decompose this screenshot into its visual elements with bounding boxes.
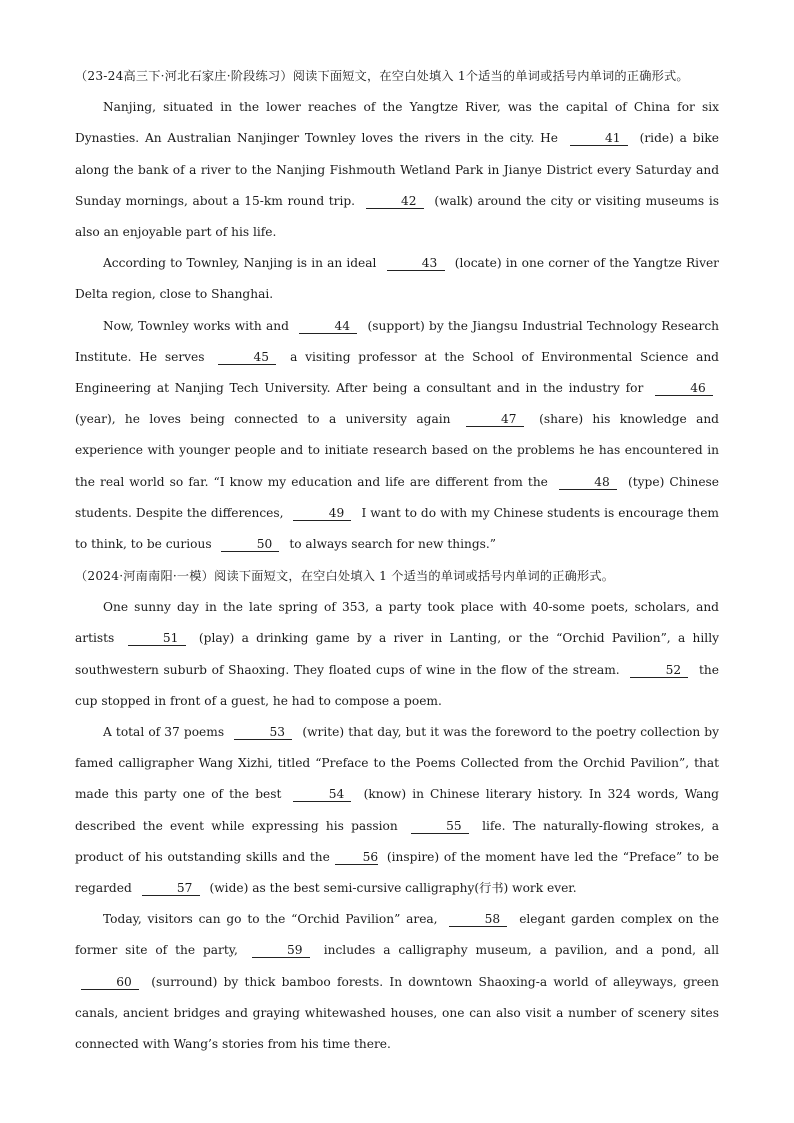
answer-blank-55: 55 <box>411 819 469 834</box>
paragraph-text: includes a calligraphy museum, a pavilion, and a pond, all <box>315 943 719 958</box>
paragraph-text: (play) a drinking game by a river in Lanting, or the “Orchid Pavilion”, a hilly southwestern suburb of Shaoxing. They floated cups of wine in the flow of the stream. <box>75 631 719 677</box>
passage-1 <box>75 61 719 560</box>
answer-blank-49: 49 <box>293 506 351 521</box>
answer-blank-59: 59 <box>252 943 310 958</box>
answer-blank-53: 53 <box>234 725 292 740</box>
paragraph-text: According to Townley, Nanjing is in an ideal <box>103 256 381 271</box>
answer-blank-43: 43 <box>387 256 445 271</box>
paragraph-text: to always search for new things.” <box>285 537 496 552</box>
paragraph <box>75 717 719 904</box>
paragraph-text: (walk) around the city or visiting museums is also an enjoyable part of his life. <box>75 193 719 240</box>
answer-blank-48: 48 <box>559 475 617 490</box>
passage-2-header: （2024·河南南阳·一模）阅读下面短文，在空白处填入 1 个适当的单词或括号内单词的正确形式。 <box>75 569 615 583</box>
paragraph <box>75 592 719 717</box>
paragraph-text: I want to do with my Chinese students is encourage them to think, to be curious <box>75 505 719 552</box>
paragraph <box>75 311 719 561</box>
paragraph-text: (share) his knowledge and experience with younger people and to initiate research based on the problems he has encountered in the real world so far. “I know my education and life are different from the <box>75 412 719 489</box>
paragraph-text: (wide) as the best semi-cursive calligraphy(行书) work ever. <box>205 881 577 896</box>
paragraph-text: (type) Chinese students. Despite the differences, <box>75 474 720 520</box>
answer-blank-57: 57 <box>142 881 200 896</box>
answer-blank-58: 58 <box>449 912 507 927</box>
answer-blank-51: 51 <box>128 631 186 646</box>
paragraph-text: (inspire) of the moment have led the “Preface” to be regarded <box>75 849 719 896</box>
answer-blank-50: 50 <box>221 537 279 552</box>
paragraph-text: A total of 37 poems <box>103 725 229 740</box>
passage-1-body <box>75 92 719 560</box>
paragraph-text: Today, visitors can go to the “Orchid Pavilion” area, <box>103 912 444 927</box>
passage-2 <box>75 561 719 1060</box>
answer-blank-47: 47 <box>466 412 524 427</box>
paragraph-text: (support) by the Jiangsu Industrial Technology Research Institute. He serves <box>75 318 719 364</box>
answer-blank-46: 46 <box>655 381 713 396</box>
paragraph <box>75 92 719 248</box>
paragraph-text: Nanjing, situated in the lower reaches of the Yangtze River, was the capital of China for six Dynasties. An Australian Nanjinger Townley loves the rivers in the city. He <box>75 100 719 146</box>
answer-blank-44: 44 <box>299 319 357 334</box>
answer-blank-56: 56 <box>335 850 379 865</box>
paragraph-text: (locate) in one corner of the Yangtze River Delta region, close to Shanghai. <box>75 256 719 302</box>
answer-blank-42: 42 <box>366 194 424 209</box>
answer-blank-54: 54 <box>293 787 351 802</box>
paragraph <box>75 248 719 310</box>
answer-blank-41: 41 <box>570 131 628 146</box>
paragraph-text: (year), he loves being connected to a university again <box>75 412 460 427</box>
answer-blank-45: 45 <box>218 350 276 365</box>
paragraph-text: the cup stopped in front of a guest, he had to compose a poem. <box>75 662 719 708</box>
answer-blank-52: 52 <box>630 663 688 678</box>
paragraph <box>75 904 719 1060</box>
passage-2-body <box>75 592 719 1060</box>
paragraph-text: (know) in Chinese literary history. In 324 words, Wang described the event while expressing his passion <box>75 787 719 833</box>
paragraph-text: (write) that day, but it was the foreword to the poetry collection by famed calligrapher Wang Xizhi, titled “Preface to the Poems Collected from the Orchid Pavilion”, that made this party one of the best <box>75 725 719 802</box>
paragraph-text: a visiting professor at the School of Environmental Science and Engineering at Nanjing Tech University. After being a consultant and in the industry for <box>75 349 719 396</box>
paragraph-text: elegant garden complex on the former site of the party, <box>75 912 719 958</box>
paragraph-text: Now, Townley works with and <box>103 318 294 333</box>
paragraph-text: (surround) by thick bamboo forests. In downtown Shaoxing-a world of alleyways, green canals, ancient bridges and graying whitewashed houses, one can also visit a number of scenery sites connected with Wang’s stories from his time there. <box>75 974 719 1052</box>
answer-blank-60: 60 <box>81 975 139 990</box>
paragraph-text: life. The naturally-flowing strokes, a product of his outstanding skills and the <box>75 818 719 864</box>
passage-1-header: （23-24高三下·河北石家庄·阶段练习）阅读下面短文，在空白处填入 1个适当的单词或括号内单词的正确形式。 <box>75 69 689 83</box>
paragraph-text: One sunny day in the late spring of 353, a party took place with 40-some poets, scholars, and artists <box>75 600 719 646</box>
paragraph-text: (ride) a bike along the bank of a river to the Nanjing Fishmouth Wetland Park in Jianye District every Saturday and Sunday mornings, about a 15-km round trip. <box>75 131 719 208</box>
